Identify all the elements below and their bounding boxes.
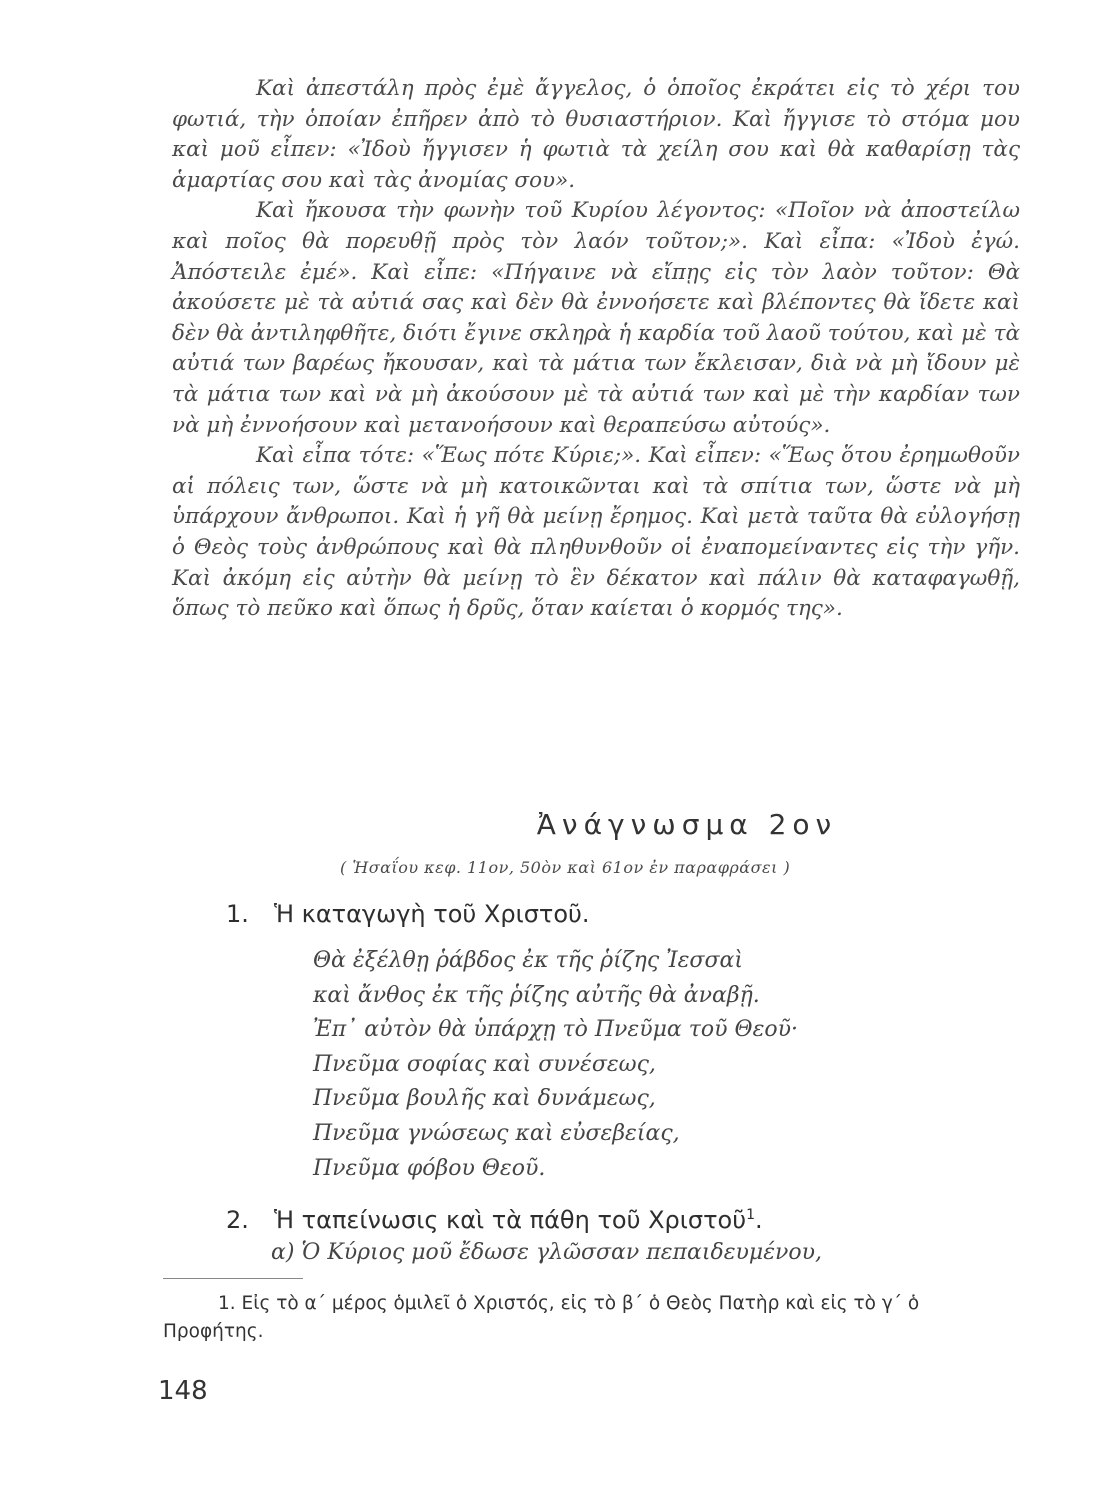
item-heading	[226, 900, 590, 928]
paragraph: Καὶ ἀπεστάλη πρὸς ἐμὲ ἄγγελος, ὁ ὁποῖος ἐκράτει εἰς τὸ χέρι του φωτιά, τὴν ὁποίαν ἐπῆρεν ἀπὸ τὸ θυσιαστήριον. Καὶ ἤγγισε τὸ στόμα μου καὶ μοῦ εἶπεν: «Ἰδοὺ ἤγγισεν ἡ φωτιὰ τὰ χείλη σου καὶ θὰ καθαρίσῃ τὰς ἁμαρτίας σου καὶ τὰς ἀνομίας σου».	[172, 76, 1020, 193]
verse-block	[313, 944, 798, 1186]
verse-line: Πνεῦμα φόβου Θεοῦ.	[313, 1155, 546, 1181]
item-title: Ἡ καταγωγὴ τοῦ Χριστοῦ.	[274, 900, 590, 928]
section-subtitle: ( Ἡσαΐου κεφ. 11ον, 50ὸν καὶ 61ον ἐν παραφράσει )	[340, 858, 791, 877]
verse-line: καὶ ἄνθος ἐκ τῆς ῥίζης αὐτῆς θὰ ἀναβῇ.	[313, 982, 760, 1008]
footnote-divider	[163, 1278, 303, 1279]
verse-line: α) Ὁ Κύριος μοῦ ἔδωσε γλῶσσαν πεπαιδευμένου,	[271, 1240, 822, 1265]
verse-line: Πνεῦμα γνώσεως καὶ εὐσεβείας,	[313, 1120, 680, 1146]
item-title-end: .	[755, 1206, 763, 1234]
verse-line: Θὰ ἐξέλθῃ ῥάβδος ἐκ τῆς ῥίζης Ἰεσσαὶ	[313, 948, 743, 973]
item-title: Ἡ ταπείνωσις καὶ τὰ πάθη τοῦ Χριστοῦ	[274, 1206, 747, 1234]
verse-line: Ἐπ᾽ αὐτὸν θὰ ὑπάρχῃ τὸ Πνεῦμα τοῦ Θεοῦ·	[313, 1017, 798, 1043]
page-number: 148	[158, 1376, 208, 1406]
verse-line: Πνεῦμα βουλῆς καὶ δυνάμεως,	[313, 1086, 656, 1112]
item-heading	[226, 1206, 763, 1234]
main-text	[172, 74, 1020, 625]
item-number: 1.	[226, 900, 249, 928]
paragraph: Καὶ ἤκουσα τὴν φωνὴν τοῦ Κυρίου λέγοντος: «Ποῖον νὰ ἀποστείλω καὶ ποῖος θὰ πορευθῇ πρὸς τὸν λαόν τοῦτον;». Καὶ εἶπα: «Ἰδοὺ ἐγώ. Ἀπόστειλε ἐμέ». Καὶ εἶπε: «Πήγαινε νὰ εἴπῃς εἰς τὸν λαὸν τοῦτον: Θὰ ἀκούσετε μὲ τὰ αὐτιά σας καὶ δὲν θὰ ἐννοήσετε καὶ βλέποντες θὰ ἴδετε καὶ δὲν θὰ ἀντιληφθῆτε, διότι ἔγινε σκληρὰ ἡ καρδία τοῦ λαοῦ τούτου, καὶ μὲ τὰ αὐτιά των βαρέως ἤκουσαν, καὶ τὰ μάτια των ἔκλεισαν, διὰ νὰ μὴ ἴδουν μὲ τὰ μάτια των καὶ νὰ μὴ ἀκούσουν μὲ τὰ αὐτιά των καὶ μὲ τὴν καρδίαν των νὰ μὴ ἐννοήσουν καὶ μετανοήσουν καὶ θεραπεύσω αὐτούς».	[172, 198, 1020, 438]
footnote: 1. Εἰς τὸ α΄ μέρος ὁμιλεῖ ὁ Χριστός, εἰς τὸ β΄ ὁ Θεὸς Πατὴρ καὶ εἰς τὸ γ΄ ὁ Προφήτης.	[163, 1293, 920, 1342]
verse-line: Πνεῦμα σοφίας καὶ συνέσεως,	[313, 1051, 656, 1077]
section-title: Ἀνάγνωσμα 2ον	[536, 808, 838, 841]
item-number: 2.	[226, 1206, 249, 1234]
paragraph: Καὶ εἶπα τότε: «Ἕως πότε Κύριε;». Καὶ εἶπεν: «Ἕως ὅτου ἐρημωθοῦν αἱ πόλεις των, ὥστε νὰ μὴ κατοικῶνται καὶ τὰ σπίτια των, ὥστε νὰ μὴ ὑπάρχουν ἄνθρωποι. Καὶ ἡ γῆ θὰ μείνῃ ἔρημος. Καὶ μετὰ ταῦτα θὰ εὐλογήσῃ ὁ Θεὸς τοὺς ἀνθρώπους καὶ θὰ πληθυνθοῦν οἱ ἐναπομείναντες εἰς τὴν γῆν. Καὶ ἀκόμη εἰς αὐτὴν θὰ μείνῃ τὸ ἓν δέκατον καὶ πάλιν θὰ καταφαγωθῇ, ὅπως τὸ πεῦκο καὶ ὅπως ἡ δρῦς, ὅταν καίεται ὁ κορμός της».	[172, 443, 1020, 622]
footnote-mark[interactable]: 1	[746, 1207, 756, 1223]
